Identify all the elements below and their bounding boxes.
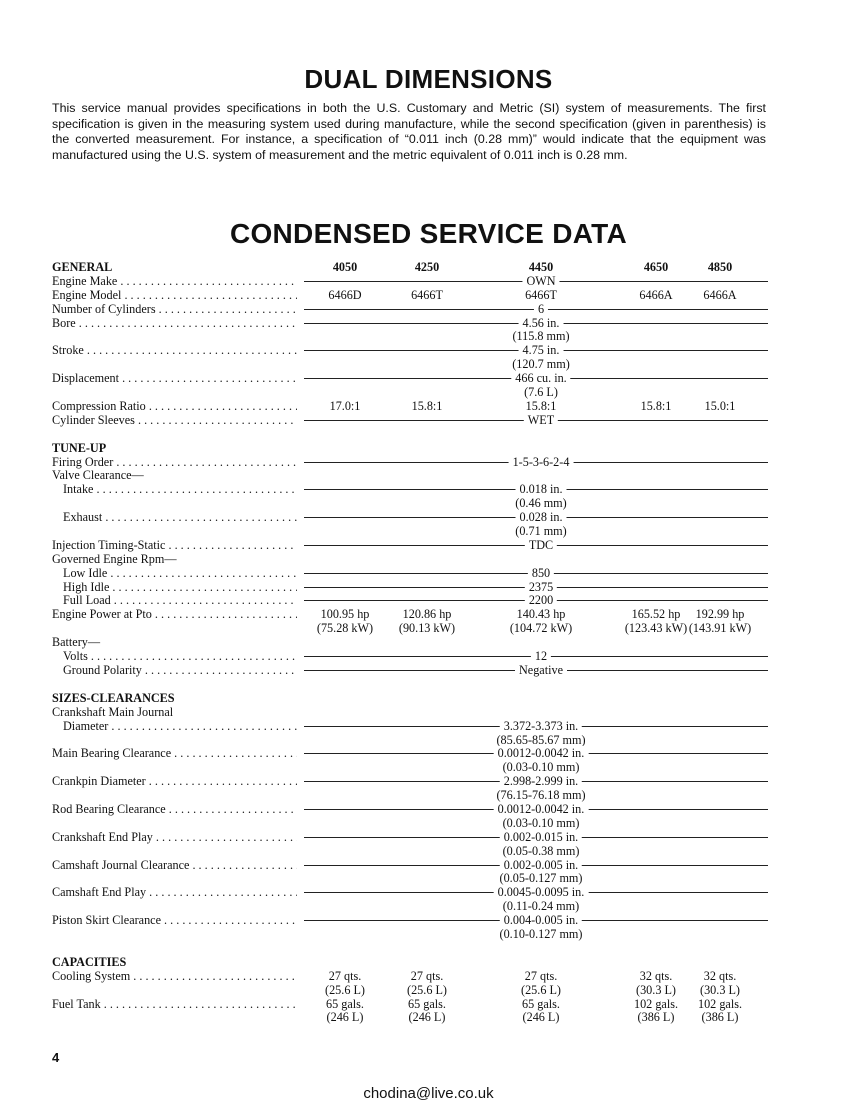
- span-value: [304, 830, 768, 844]
- span-value: [304, 649, 768, 663]
- span-value: [304, 302, 768, 316]
- row-label: Piston Skirt Clearance . . .: [52, 913, 297, 927]
- metric-row: [52, 357, 768, 371]
- metric-cell: (246 L): [326, 1010, 364, 1025]
- span-value-text: 0.002-0.015 in.: [500, 830, 582, 844]
- table-row: [52, 997, 768, 1011]
- metric-cell: (386 L): [637, 1010, 675, 1025]
- row-label: Intake . . .: [52, 482, 297, 496]
- metric-cell: (104.72 kW): [509, 621, 573, 636]
- metric-cell: (75.28 kW): [316, 621, 374, 636]
- span-value-text: 2.998-2.999 in.: [500, 774, 582, 788]
- intro-paragraph: This service manual provides specifications in both the U.S. Customary and Metric (SI) system of measurements. The first specification is given in the measuring system used during manufacture, while the second specification (given in parenthesis) is the converted measurement. For instance, a specification of “0.011 inch (0.28 mm)” would indicate that the equipment was manufactured using the U.S. system of measurement and the metric equivalent of 0.011 inch is 0.28 mm.: [52, 101, 766, 162]
- value-cell: 6466A: [703, 287, 737, 302]
- section-heading-sizes: SIZES-CLEARANCES: [52, 690, 175, 705]
- row-label: Valve Clearance—: [52, 468, 144, 483]
- value-cell: 65 gals.: [326, 996, 364, 1011]
- section-heading-tuneup: TUNE-UP: [52, 440, 107, 455]
- span-value: [304, 802, 768, 816]
- span-value-text: 2200: [525, 593, 557, 607]
- span-value-text: 466 cu. in.: [511, 371, 570, 385]
- span-value: [304, 538, 768, 552]
- table-row: [52, 663, 768, 677]
- metric-cell: (25.6 L): [407, 982, 447, 997]
- value-cell: 6466D: [328, 287, 362, 302]
- row-label: Engine Model . . .: [52, 288, 297, 302]
- value-cell: 17.0:1: [329, 398, 361, 413]
- model-header: 4450: [528, 260, 554, 274]
- table-row: [52, 593, 768, 607]
- model-header: 4250: [414, 260, 440, 274]
- value-cell: 27 qts.: [328, 968, 362, 983]
- metric-cell: (25.6 L): [325, 982, 365, 997]
- row-label: Main Bearing Clearance . . .: [52, 746, 297, 760]
- metric-cell: (123.43 kW): [624, 621, 688, 636]
- metric-row: [52, 760, 768, 774]
- metric-row: [52, 927, 768, 941]
- metric-row: [52, 844, 768, 858]
- table-row: [52, 399, 768, 413]
- metric-row: [52, 496, 768, 510]
- table-row: [52, 455, 768, 469]
- table-row: [52, 913, 768, 927]
- row-label: Governed Engine Rpm—: [52, 551, 177, 566]
- value-cell: 6466T: [525, 287, 557, 302]
- row-label: Ground Polarity . . .: [52, 663, 297, 677]
- dual-dimensions-title: DUAL DIMENSIONS: [304, 64, 553, 94]
- span-value: [304, 858, 768, 872]
- metric-value: (0.05-0.38 mm): [502, 843, 580, 858]
- value-cell: 192.99 hp: [695, 607, 745, 622]
- metric-value: (120.7 mm): [512, 357, 570, 372]
- span-value-text: Negative: [515, 663, 567, 677]
- table-row: [52, 705, 768, 719]
- row-label: Diameter . . .: [52, 719, 297, 733]
- metric-value: (85.65-85.67 mm): [496, 732, 586, 747]
- table-row: [52, 274, 768, 288]
- value-cell: 15.8:1: [411, 398, 443, 413]
- metric-row: [52, 329, 768, 343]
- span-value: [304, 663, 768, 677]
- row-label: Number of Cylinders . . .: [52, 302, 297, 316]
- table-row: [52, 302, 768, 316]
- table-row: [52, 885, 768, 899]
- row-label: Displacement . . .: [52, 371, 297, 385]
- table-row: [52, 316, 768, 330]
- table-row: [52, 580, 768, 594]
- row-label: Engine Make . . .: [52, 274, 297, 288]
- row-label: Camshaft End Play . . .: [52, 885, 297, 899]
- table-row: [52, 482, 768, 496]
- section-heading-general: GENERAL: [52, 260, 113, 274]
- footer-email: chodina@live.co.uk: [363, 1085, 494, 1102]
- metric-row: [52, 983, 768, 997]
- metric-cell: (246 L): [522, 1010, 560, 1025]
- table-row: [52, 538, 768, 552]
- metric-cell: (30.3 L): [700, 982, 740, 997]
- model-header: 4650: [643, 260, 669, 274]
- model-header: 4850: [707, 260, 733, 274]
- table-row: [52, 607, 768, 621]
- table-row: [52, 830, 768, 844]
- span-value: [304, 510, 768, 524]
- metric-row: [52, 385, 768, 399]
- row-label: Rod Bearing Clearance . . .: [52, 802, 297, 816]
- section-row: [52, 955, 768, 969]
- span-value: [304, 566, 768, 580]
- row-label: Stroke . . .: [52, 343, 297, 357]
- span-value-text: 0.0012-0.0042 in.: [494, 802, 589, 816]
- metric-row: [52, 1010, 768, 1024]
- table-row: [52, 371, 768, 385]
- span-value-text: OWN: [522, 274, 559, 288]
- span-value-text: TDC: [525, 538, 557, 552]
- span-value-text: WET: [524, 413, 558, 427]
- span-value: [304, 343, 768, 357]
- span-value: [304, 885, 768, 899]
- table-row: [52, 552, 768, 566]
- metric-row: [52, 733, 768, 747]
- section-row: [52, 441, 768, 455]
- metric-row: [52, 621, 768, 635]
- value-cell: 100.95 hp: [320, 607, 370, 622]
- span-value-text: 3.372-3.373 in.: [500, 719, 582, 733]
- metric-cell: (25.6 L): [521, 982, 561, 997]
- metric-value: (0.11-0.24 mm): [502, 899, 580, 914]
- table-row: [52, 774, 768, 788]
- span-value-text: 0.028 in.: [516, 510, 567, 524]
- row-label: Engine Power at Pto . . .: [52, 607, 297, 621]
- row-label: Firing Order . . .: [52, 455, 297, 469]
- table-row: [52, 969, 768, 983]
- value-cell: 15.0:1: [704, 398, 736, 413]
- metric-value: (0.03-0.10 mm): [502, 760, 580, 775]
- table-row: [52, 413, 768, 427]
- value-cell: 27 qts.: [524, 968, 558, 983]
- span-value-text: 12: [531, 649, 551, 663]
- span-value: [304, 413, 768, 427]
- row-label: Exhaust . . .: [52, 510, 297, 524]
- span-value-text: 0.004-0.005 in.: [500, 913, 582, 927]
- model-header: 4050: [332, 260, 358, 274]
- value-cell: 32 qts.: [639, 968, 673, 983]
- table-row: [52, 288, 768, 302]
- condensed-service-data-title: CONDENSED SERVICE DATA: [229, 218, 628, 249]
- metric-value: (0.10-0.127 mm): [499, 926, 583, 941]
- page-number: 4: [52, 1050, 60, 1065]
- row-label: Low Idle . . .: [52, 566, 297, 580]
- row-label: Injection Timing-Static . . .: [52, 538, 297, 552]
- metric-row: [52, 524, 768, 538]
- metric-value: (115.8 mm): [512, 329, 570, 344]
- metric-cell: (30.3 L): [636, 982, 676, 997]
- span-value: [304, 455, 768, 469]
- value-cell: 27 qts.: [410, 968, 444, 983]
- span-value-text: 0.002-0.005 in.: [500, 858, 582, 872]
- table-row: [52, 635, 768, 649]
- span-value-text: 4.56 in.: [519, 316, 564, 330]
- row-label: Compression Ratio . . .: [52, 399, 297, 413]
- table-row: [52, 802, 768, 816]
- table-header-row: [52, 260, 768, 274]
- value-cell: 6466T: [411, 287, 443, 302]
- metric-value: (0.46 mm): [515, 496, 567, 511]
- value-cell: 102 gals.: [697, 996, 742, 1011]
- table-row: [52, 858, 768, 872]
- row-label: Bore . . .: [52, 316, 297, 330]
- span-value: [304, 371, 768, 385]
- row-label: Volts . . .: [52, 649, 297, 663]
- span-value: [304, 274, 768, 288]
- metric-cell: (90.13 kW): [398, 621, 456, 636]
- span-value: [304, 746, 768, 760]
- value-cell: 15.8:1: [525, 398, 557, 413]
- metric-value: (0.05-0.127 mm): [499, 871, 583, 886]
- span-value-text: 0.0012-0.0042 in.: [494, 746, 589, 760]
- value-cell: 165.52 hp: [631, 607, 681, 622]
- metric-row: [52, 788, 768, 802]
- value-cell: 120.86 hp: [402, 607, 452, 622]
- metric-cell: (143.91 kW): [688, 621, 752, 636]
- value-cell: 6466A: [639, 287, 673, 302]
- metric-value: (7.6 L): [524, 385, 558, 400]
- span-value-text: 2375: [525, 580, 557, 594]
- metric-value: (0.03-0.10 mm): [502, 815, 580, 830]
- table-row: [52, 719, 768, 733]
- span-value: [304, 316, 768, 330]
- metric-row: [52, 871, 768, 885]
- value-cell: 65 gals.: [522, 996, 560, 1011]
- section-heading-capacities: CAPACITIES: [52, 954, 127, 969]
- span-value-text: 4.75 in.: [519, 343, 564, 357]
- row-label: Cooling System . . .: [52, 969, 297, 983]
- span-value: [304, 482, 768, 496]
- row-label: Crankshaft End Play . . .: [52, 830, 297, 844]
- span-value-text: 6: [534, 302, 548, 316]
- table-row: [52, 746, 768, 760]
- value-cell: 102 gals.: [633, 996, 678, 1011]
- metric-row: [52, 899, 768, 913]
- span-value-text: 0.018 in.: [516, 482, 567, 496]
- service-data-table: [52, 260, 768, 1024]
- value-cell: 65 gals.: [408, 996, 446, 1011]
- span-value-text: 0.0045-0.0095 in.: [494, 885, 589, 899]
- row-label: Full Load . . .: [52, 593, 297, 607]
- table-row: [52, 468, 768, 482]
- section-row: [52, 691, 768, 705]
- row-label: High Idle . . .: [52, 580, 297, 594]
- span-value: [304, 593, 768, 607]
- span-value-text: 850: [528, 566, 554, 580]
- metric-cell: (246 L): [408, 1010, 446, 1025]
- row-label: Crankpin Diameter . . .: [52, 774, 297, 788]
- metric-value: (0.71 mm): [515, 524, 567, 539]
- table-row: [52, 649, 768, 663]
- value-cell: 140.43 hp: [516, 607, 566, 622]
- metric-cell: (386 L): [701, 1010, 739, 1025]
- row-label: Battery—: [52, 635, 101, 650]
- row-label: Camshaft Journal Clearance . . .: [52, 858, 297, 872]
- span-value-text: 1-5-3-6-2-4: [509, 455, 574, 469]
- metric-row: [52, 816, 768, 830]
- span-value: [304, 774, 768, 788]
- value-cell: 15.8:1: [640, 398, 672, 413]
- metric-value: (76.15-76.18 mm): [496, 788, 586, 803]
- row-label: Cylinder Sleeves . . .: [52, 413, 297, 427]
- span-value: [304, 913, 768, 927]
- table-row: [52, 343, 768, 357]
- span-value: [304, 719, 768, 733]
- value-cell: 32 qts.: [703, 968, 737, 983]
- row-label: Fuel Tank . . .: [52, 997, 297, 1011]
- table-row: [52, 566, 768, 580]
- span-value: [304, 580, 768, 594]
- table-row: [52, 510, 768, 524]
- row-label: Crankshaft Main Journal: [52, 704, 174, 719]
